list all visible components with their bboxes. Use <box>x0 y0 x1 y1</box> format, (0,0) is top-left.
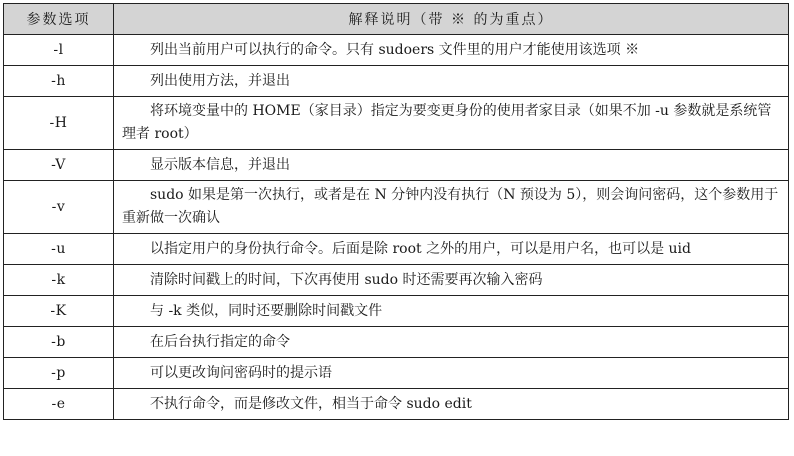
description-cell: 显示版本信息，并退出 <box>114 150 789 181</box>
description-cell: 以指定用户的身份执行命令。后面是除 root 之外的用户，可以是用户名，也可以是 uid <box>114 234 789 265</box>
description-cell: 将环境变量中的 HOME（家目录）指定为要变更身份的使用者家目录（如果不加 -u 参数就是系统管理者 root） <box>114 97 789 150</box>
description-cell: 可以更改询问密码时的提示语 <box>114 358 789 389</box>
option-cell: -u <box>4 234 114 265</box>
description-cell: 列出当前用户可以执行的命令。只有 sudoers 文件里的用户才能使用该选项 ※ <box>114 35 789 66</box>
description-cell: 不执行命令，而是修改文件，相当于命令 sudo edit <box>114 389 789 420</box>
table-row <box>4 327 789 358</box>
description-cell: sudo 如果是第一次执行，或者是在 N 分钟内没有执行（N 预设为 5），则会询问密码，这个参数用于重新做一次确认 <box>114 181 789 234</box>
option-cell: -e <box>4 389 114 420</box>
table-row <box>4 389 789 420</box>
table-row <box>4 265 789 296</box>
description-cell: 清除时间戳上的时间，下次再使用 sudo 时还需要再次输入密码 <box>114 265 789 296</box>
option-cell: -p <box>4 358 114 389</box>
header-option: 参数选项 <box>4 4 114 35</box>
table-row <box>4 97 789 150</box>
table-row <box>4 181 789 234</box>
description-cell: 在后台执行指定的命令 <box>114 327 789 358</box>
option-cell: -h <box>4 66 114 97</box>
table-row <box>4 35 789 66</box>
description-cell: 与 -k 类似，同时还要删除时间戳文件 <box>114 296 789 327</box>
option-cell: -v <box>4 181 114 234</box>
option-cell: -l <box>4 35 114 66</box>
table-row <box>4 150 789 181</box>
header-description: 解释说明（带 ※ 的为重点） <box>114 4 789 35</box>
table-row <box>4 234 789 265</box>
table-row <box>4 358 789 389</box>
option-cell: -K <box>4 296 114 327</box>
table-row <box>4 66 789 97</box>
sudo-options-table <box>3 3 789 420</box>
option-cell: -V <box>4 150 114 181</box>
option-cell: -k <box>4 265 114 296</box>
table-header-row <box>4 4 789 35</box>
table-row <box>4 296 789 327</box>
option-cell: -H <box>4 97 114 150</box>
option-cell: -b <box>4 327 114 358</box>
description-cell: 列出使用方法，并退出 <box>114 66 789 97</box>
